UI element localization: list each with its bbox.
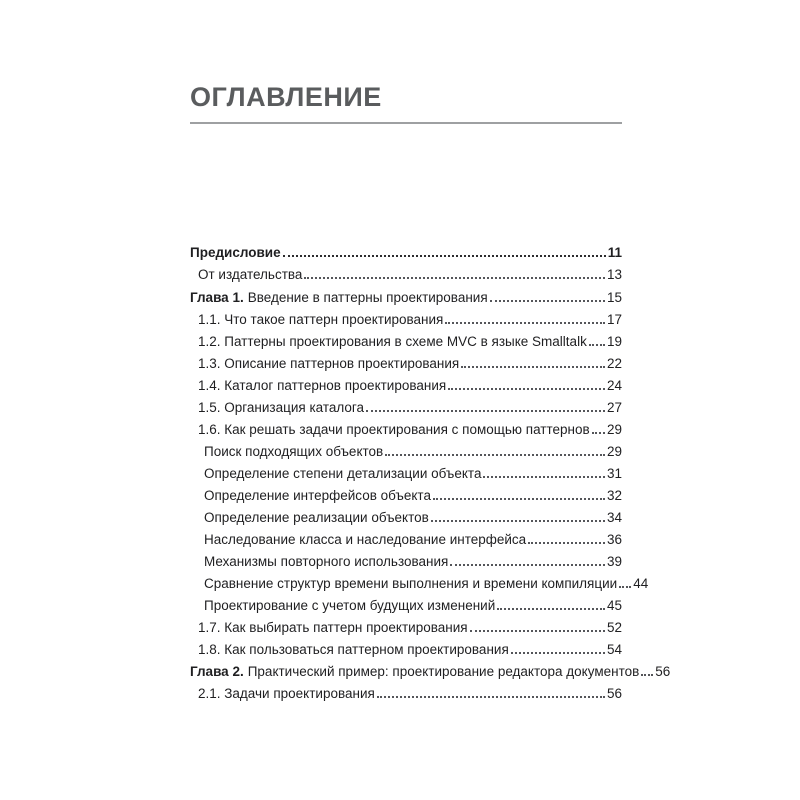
leader-dots bbox=[433, 497, 605, 500]
toc-entry-page: 17 bbox=[606, 311, 622, 327]
toc-chapter-prefix: Глава 1. bbox=[190, 289, 244, 305]
toc-entry-page: 22 bbox=[606, 355, 622, 371]
leader-dots bbox=[589, 343, 605, 346]
toc-entry bbox=[204, 575, 649, 591]
leader-dots bbox=[448, 387, 605, 390]
toc-entry bbox=[204, 511, 622, 525]
toc-entry-label: 1.4. Каталог паттернов проектирования bbox=[198, 377, 447, 393]
leader-dots bbox=[528, 541, 605, 544]
toc-entry bbox=[198, 357, 622, 371]
leader-dots bbox=[283, 254, 606, 257]
toc-entry-page: 56 bbox=[606, 686, 622, 701]
toc-entry-chapter-1 bbox=[190, 291, 622, 305]
toc-entry-label: 1.8. Как пользоваться паттерном проектирования bbox=[198, 641, 509, 657]
toc-entry bbox=[204, 489, 622, 503]
toc-entry-label: Сравнение структур времени выполнения и времени компиляции bbox=[204, 575, 618, 591]
toc-entry-page: 24 bbox=[606, 377, 622, 393]
leader-dots bbox=[619, 585, 631, 588]
toc-entry bbox=[198, 401, 622, 415]
toc-entry bbox=[198, 423, 622, 437]
leader-dots bbox=[483, 475, 605, 478]
leader-dots bbox=[497, 607, 605, 610]
toc-entry-label: 2.1. Задачи проектирования bbox=[198, 686, 375, 701]
toc-entry bbox=[198, 335, 622, 349]
toc-entry-page: 54 bbox=[606, 641, 622, 657]
leader-dots bbox=[445, 321, 605, 324]
leader-dots bbox=[450, 563, 605, 566]
toc-entry bbox=[204, 445, 622, 459]
toc-entry-label: Предисловие bbox=[190, 245, 281, 260]
toc-entry-preface bbox=[190, 246, 622, 260]
toc-entry-label: Поиск подходящих объектов bbox=[204, 443, 384, 459]
leader-dots bbox=[385, 453, 605, 456]
leader-dots bbox=[490, 299, 605, 302]
toc-chapter-prefix: Глава 2. bbox=[190, 664, 244, 679]
toc-entry-page: 13 bbox=[606, 267, 622, 282]
toc-entry bbox=[198, 621, 622, 635]
toc-entry-chapter-2 bbox=[190, 664, 671, 679]
toc-entry bbox=[204, 467, 622, 481]
toc-entry-page: 11 bbox=[607, 245, 622, 260]
toc-entry-page: 27 bbox=[606, 399, 622, 415]
toc-entry-label: 1.7. Как выбирать паттерн проектирования bbox=[198, 619, 468, 635]
toc-entry-page: 19 bbox=[606, 333, 622, 349]
leader-dots bbox=[304, 276, 605, 279]
toc-entry bbox=[204, 599, 622, 613]
toc-entry-page: 36 bbox=[606, 531, 622, 547]
table-of-contents bbox=[190, 245, 671, 709]
toc-entry-page: 45 bbox=[606, 597, 622, 613]
toc-entry-label: 1.5. Организация каталога bbox=[198, 399, 365, 415]
toc-entry-page: 34 bbox=[606, 509, 622, 525]
toc-entry bbox=[204, 533, 622, 547]
toc-entry-page: 32 bbox=[606, 487, 622, 503]
toc-entry-label: 1.1. Что такое паттерн проектирования bbox=[198, 311, 444, 327]
leader-dots bbox=[641, 673, 653, 676]
toc-entry-label: Проектирование с учетом будущих изменений bbox=[204, 597, 496, 613]
toc-entry-page: 44 bbox=[633, 575, 649, 591]
toc-entry-page: 52 bbox=[606, 619, 622, 635]
toc-entry-page: 39 bbox=[606, 553, 622, 569]
toc-entry-page: 29 bbox=[606, 443, 622, 459]
toc-entry-label: 1.2. Паттерны проектирования в схеме MVC в языке Smalltalk bbox=[198, 333, 587, 349]
toc-entry-page: 31 bbox=[606, 465, 622, 481]
toc-entry bbox=[198, 687, 622, 701]
leader-dots bbox=[511, 651, 605, 654]
toc-entry-label: Практический пример: проектирование редактора документов bbox=[247, 664, 640, 679]
toc-entry-page: 29 bbox=[606, 421, 622, 437]
toc-entry bbox=[204, 555, 622, 569]
leader-dots bbox=[592, 431, 605, 434]
leader-dots bbox=[461, 365, 605, 368]
toc-entry bbox=[198, 313, 622, 327]
leader-dots bbox=[470, 629, 605, 632]
toc-entry bbox=[198, 643, 622, 657]
toc-entry-label: Механизмы повторного использования bbox=[204, 553, 449, 569]
toc-entry bbox=[198, 268, 622, 282]
toc-entry-page: 15 bbox=[606, 289, 622, 305]
toc-entry-label: 1.3. Описание паттернов проектирования bbox=[198, 355, 460, 371]
leader-dots bbox=[431, 519, 605, 522]
page-title: ОГЛАВЛЕНИЕ bbox=[190, 82, 382, 112]
toc-entry-label: Введение в паттерны проектирования bbox=[247, 289, 488, 305]
toc-entry bbox=[198, 379, 622, 393]
toc-entry-label: Наследование класса и наследование интерфейса bbox=[204, 531, 527, 547]
toc-entry-label: Определение интерфейсов объекта bbox=[204, 487, 431, 503]
leader-dots bbox=[377, 695, 605, 698]
title-rule bbox=[190, 122, 622, 124]
toc-entry-label: От издательства bbox=[198, 267, 303, 282]
leader-dots bbox=[366, 409, 605, 412]
toc-entry-label: Определение реализации объектов bbox=[204, 509, 429, 525]
toc-entry-label: Определение степени детализации объекта bbox=[204, 465, 482, 481]
toc-entry-label: 1.6. Как решать задачи проектирования с помощью паттернов bbox=[198, 421, 590, 437]
toc-entry-page: 56 bbox=[655, 664, 671, 679]
page-header bbox=[190, 84, 622, 124]
